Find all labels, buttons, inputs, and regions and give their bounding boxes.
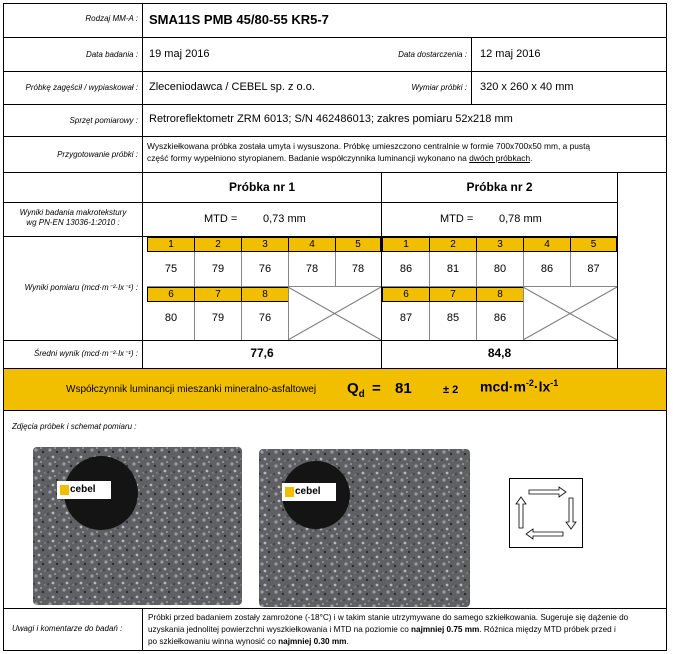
sample-1-photo [33, 447, 242, 605]
s2-value-1: 86 [399, 263, 413, 275]
s2-mtd-label: MTD = [440, 213, 474, 225]
mixture-name: SMA11S PMB 45/80-55 KR5-7 [149, 12, 329, 27]
s1-index-6: 6 [147, 287, 195, 302]
s2-value-6: 87 [399, 312, 413, 324]
sample-1-title: Próbka nr 1 [228, 180, 296, 194]
coefficient-symbol: $Q_d$ [347, 380, 365, 400]
sample-2-logo-text: cebel [295, 486, 321, 497]
s1-index-2: 2 [194, 237, 242, 252]
probke-value: Zleceniodawca / CEBEL sp. z o.o. [149, 81, 315, 93]
s1-index-1: 1 [147, 237, 195, 252]
makro-label: Wyniki badania makrotekstury wg PN-EN 13036-1:2010 : [19, 208, 127, 227]
probke-label: Próbkę zagęścił / wypiaskował : [25, 83, 138, 92]
s2-index-6: 6 [382, 287, 430, 302]
s2-index-5: 5 [570, 237, 617, 252]
przygotowanie-line-2: część formy wypełniono styropianem. Badanie współczynnika luminancji wykonano na dwóch próbkach. [147, 153, 533, 163]
s1-index-7: 7 [194, 287, 242, 302]
data-dostarczenia-value: 12 maj 2016 [480, 48, 541, 60]
pomiar-label: Wyniki pomiaru (mcd·m⁻²·lx⁻¹) : [24, 283, 138, 292]
przygotowanie-label: Przygotowanie próbki : [57, 150, 138, 159]
coefficient-value: 81 [395, 380, 412, 397]
przygotowanie-line-1: Wyszkiełkowana próbka została umyta i wysuszona. Próbkę umieszczono centralnie w formie 700x700x50 mm, a pustą [147, 141, 591, 151]
s2-index-2: 2 [429, 237, 477, 252]
s1-value-2: 79 [211, 263, 225, 275]
s2-empty-cell-cross [523, 287, 617, 340]
coefficient-label: Współczynnik luminancji mieszanki mineralno-asfaltowej [66, 384, 317, 395]
s1-value-3: 76 [258, 263, 272, 275]
s2-index-3: 3 [476, 237, 524, 252]
remarks-label: Uwagi i komentarze do badań : [12, 624, 123, 633]
sredni-label: Średni wynik (mcd·m⁻²·lx⁻¹) : [33, 349, 138, 358]
sample-2-title: Próbka nr 2 [466, 180, 533, 194]
remarks-line-1: Próbki przed badaniem zostały zamrożone (-18°C) i w takim stanie utrzymywane do samego szkiełkowania. Sugeruje się dążenie do [148, 613, 629, 622]
sample-2-photo [259, 449, 470, 607]
s1-value-8: 76 [258, 312, 272, 324]
s2-value-5: 87 [587, 263, 600, 275]
remarks-text [148, 612, 663, 648]
s1-value-4: 78 [305, 263, 319, 275]
s1-value-7: 79 [211, 312, 225, 324]
data-badania-label: Data badania : [85, 50, 138, 59]
data-dostarczenia-label: Data dostarczenia : [398, 50, 467, 59]
coefficient-unit: $mcd\cdot m^{-2}\cdot lx^{-1}$ [480, 378, 559, 395]
remarks-line-2: uzyskania jednolitej powierzchni wyszkiełkowania i MTD na poziomie co najmniej 0.75 mm. Różnica między MTD próbek przed i [148, 625, 616, 634]
s2-average: 84,8 [487, 346, 512, 360]
s1-mtd-label: MTD = [204, 213, 238, 225]
coefficient-equals: = [372, 380, 381, 397]
s2-value-8: 86 [493, 312, 507, 324]
s1-average: 77,6 [250, 346, 274, 360]
s1-value-6: 80 [164, 312, 178, 324]
sprzet-label: Sprzęt pomiarowy : [69, 116, 138, 125]
przygotowanie-text [147, 140, 662, 164]
sprzet-value: Retroreflektometr ZRM 6013; S/N 462486013; zakres pomiaru 52x218 mm [149, 113, 513, 125]
s2-value-3: 80 [493, 263, 507, 275]
s2-value-2: 81 [446, 263, 460, 275]
s2-index-8: 8 [476, 287, 524, 302]
s1-index-5: 5 [335, 237, 381, 252]
s2-index-7: 7 [429, 287, 477, 302]
s1-index-8: 8 [241, 287, 289, 302]
s1-mtd-value: 0,73 mm [263, 213, 306, 225]
s2-mtd-number: 0,78 mm [499, 213, 542, 225]
wymiar-value: 320 x 260 x 40 mm [480, 81, 574, 93]
rodzaj-label: Rodzaj MM-A : [85, 14, 138, 23]
s2-value-7: 85 [446, 312, 460, 324]
coefficient-tolerance: ± 2 [443, 384, 459, 396]
s2-index-1: 1 [382, 237, 430, 252]
s1-index-3: 3 [241, 237, 289, 252]
s1-index-4: 4 [288, 237, 336, 252]
s1-value-5: 78 [351, 263, 365, 275]
wymiar-label: Wymiar próbki : [411, 83, 467, 92]
photos-label: Zdjęcia próbek i schemat pomiaru : [12, 422, 137, 431]
sample-1-logo-text: cebel [70, 484, 96, 495]
s1-value-1: 75 [164, 263, 178, 275]
s2-index-4: 4 [523, 237, 571, 252]
s2-value-4: 86 [540, 263, 554, 275]
s1-empty-cell-cross [288, 287, 381, 340]
measurement-scheme-diagram [509, 478, 583, 548]
remarks-line-3: po szkiełkowaniu winna wynosić co najmniej 0.30 mm. [148, 637, 349, 646]
data-badania-value: 19 maj 2016 [149, 48, 210, 60]
